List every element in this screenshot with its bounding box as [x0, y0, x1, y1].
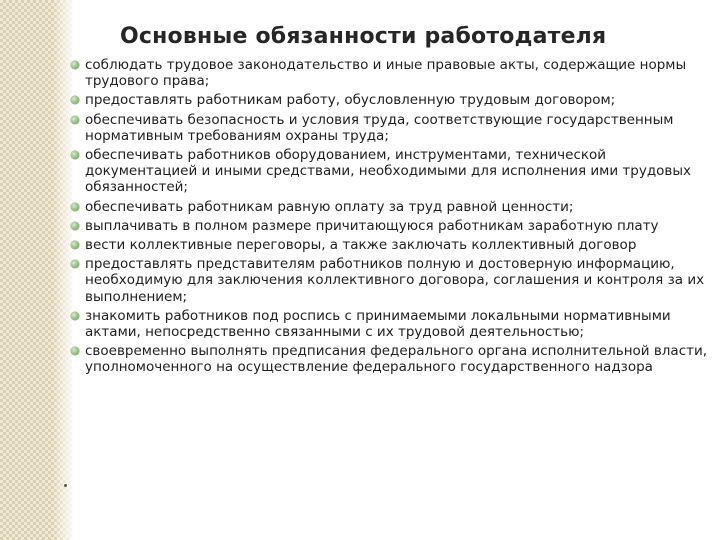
list-item-text: знакомить работников под роспись с принимаемыми локальными нормативными актами, непосредственно связанными с их трудовой деятельностью; — [85, 307, 671, 341]
bullet-icon — [70, 218, 85, 234]
duties-list — [70, 57, 710, 379]
list-item-text: выплачивать в полном размере причитающуюся работникам заработную плату — [85, 217, 659, 234]
list-item — [70, 147, 710, 196]
bullet-icon — [70, 57, 85, 73]
bullet-icon — [70, 112, 85, 128]
list-item — [70, 112, 710, 144]
list-item — [70, 57, 710, 89]
list-item-text: обеспечивать работникам равную оплату за труд равной ценности; — [85, 198, 574, 215]
slide-title: Основные обязанности работодателя — [120, 24, 607, 49]
list-item-text: соблюдать трудовое законодательство и иные правовые акты, содержащие нормы трудового права; — [85, 57, 687, 90]
list-item-text: предоставлять представителям работников полную и достоверную информацию, необходимую для заключения коллективного договора, соглашения и контроля за их выполнением; — [85, 256, 705, 305]
bullet-icon — [70, 237, 85, 253]
list-item-text: обеспечивать работников оборудованием, инструментами, технической документацией и иными средствами, необходимыми для исполнения ими трудовых обязанностей; — [85, 147, 692, 196]
list-item — [70, 237, 710, 253]
list-item — [70, 218, 710, 234]
list-item — [70, 308, 710, 340]
list-item-text: предоставлять работникам работу, обусловленную трудовым договором; — [85, 92, 616, 109]
list-item — [70, 92, 710, 108]
bullet-icon — [70, 308, 85, 324]
bullet-icon — [70, 343, 85, 359]
list-item — [70, 343, 710, 375]
bullet-icon — [70, 199, 85, 215]
list-item-text: своевременно выполнять предписания федерального органа исполнительной власти, уполномоченного на осуществление федерального государственного надзора — [85, 343, 708, 376]
list-item — [70, 199, 710, 215]
bullet-icon — [70, 92, 85, 108]
empty-bullet-dot — [64, 484, 67, 487]
list-item — [70, 256, 710, 305]
bullet-icon — [70, 256, 85, 272]
list-item-text: вести коллективные переговоры, а также заключать коллективный договор — [85, 237, 637, 254]
list-item-text: обеспечивать безопасность и условия труда, соответствующие государственным нормативным требованиям охраны труда; — [85, 111, 674, 144]
bullet-icon — [70, 147, 85, 163]
